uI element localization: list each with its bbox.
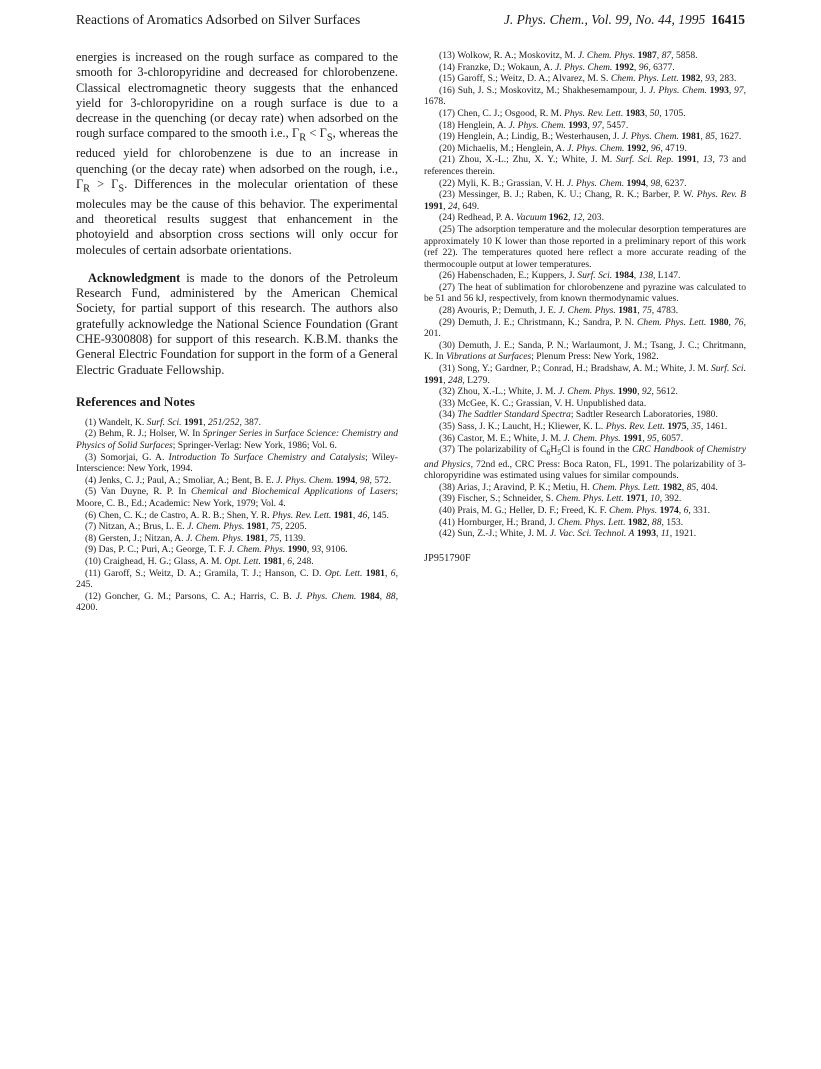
reference-entry: (23) Messinger, B. J.; Raben, K. U.; Chang, R. K.; Barber, P. W. Phys. Rev. B 1991, 24, 649. <box>424 189 746 212</box>
reference-entry: (12) Goncher, G. M.; Parsons, C. A.; Harris, C. B. J. Phys. Chem. 1984, 88, 4200. <box>76 590 398 614</box>
right-column <box>424 50 746 564</box>
reference-entry: (41) Hornburger, H.; Brand, J. Chem. Phys. Lett. 1982, 88, 153. <box>439 516 684 528</box>
reference-entry: (20) Michaelis, M.; Henglein, A. J. Phys. Chem. 1992, 96, 4719. <box>439 142 687 154</box>
reference-entry: (7) Nitzan, A.; Brus, L. E. J. Chem. Phys. 1981, 75, 2205. <box>85 521 307 533</box>
reference-entry: (35) Sass, J. K.; Laucht, H.; Kliewer, K. L. Phys. Rev. Lett. 1975, 35, 1461. <box>439 421 728 432</box>
reference-entry: (5) Van Duyne, R. P. In Chemical and Biochemical Applications of Lasers; Moore, C. B., Ed.; Academic: New York, 1979; Vol. 4. <box>76 486 398 510</box>
reference-entry: (30) Demuth, J. E.; Sanda, P. N.; Warlaumont, J. M.; Tsang, J. C.; Chritmann, K. In Vibrations at Surfaces; Plenum Press: New York, 1982. <box>424 339 746 363</box>
reference-entry: (14) Franzke, D.; Wokaun, A. J. Phys. Chem. 1992, 96, 6377. <box>439 61 675 73</box>
manuscript-id: JP951790F <box>424 552 471 564</box>
reference-list-left <box>76 417 398 614</box>
left-column <box>76 50 398 614</box>
journal-name: J. Phys. Chem., Vol. 99, No. 44, 1995 <box>503 12 706 27</box>
reference-entry: (29) Demuth, J. E.; Christmann, K.; Sandra, P. N. Chem. Phys. Lett. 1980, 76, 201. <box>424 316 746 340</box>
reference-entry: (38) Arias, J.; Aravind, P. K.; Metiu, H. Chem. Phys. Lett. 1982, 85, 404. <box>439 481 718 493</box>
reference-entry: (42) Sun, Z.-J.; White, J. M. J. Vac. Sci. Technol. A 1993, 11, 1921. <box>439 528 697 540</box>
running-header <box>0 0 821 40</box>
reference-entry: (10) Craighead, H. G.; Glass, A. M. Opt. Lett. 1981, 6, 248. <box>85 556 314 567</box>
reference-entry: (32) Zhou, X.-L.; White, J. M. J. Chem. Phys. 1990, 92, 5612. <box>439 386 678 398</box>
reference-entry: (15) Garoff, S.; Weitz, D. A.; Alvarez, M. S. Chem. Phys. Lett. 1982, 93, 283. <box>439 73 737 85</box>
reference-entry: (8) Gersten, J.; Nitzan, A. J. Chem. Phys. 1981, 75, 1139. <box>85 532 306 544</box>
reference-entry: (34) The Sadtler Standard Spectra; Sadtler Research Laboratories, 1980. <box>439 409 718 421</box>
reference-entry: (27) The heat of sublimation for chlorobenzene and pyrazine was calculated to be 51 and 56 kJ, respectively, from known thermodynamic values. <box>424 281 746 305</box>
reference-entry: (37) The polarizability of $C_6H_5Cl$ is found in the CRC Handbook of Chemistry and Physics, 72nd ed., CRC Press: Boca Raton, FL, 1991. The polarizability of 3-chloropyridine was estimated using values for similar compounds. <box>424 444 746 482</box>
reference-entry: (19) Henglein, A.; Lindig, B.; Westerhausen, J. J. Phys. Chem. 1981, 85, 1627. <box>439 131 742 143</box>
reference-entry: (1) Wandelt, K. Surf. Sci. 1991, 251/252, 387. <box>85 416 262 428</box>
acknowledgment-paragraph <box>76 271 398 378</box>
reference-entry: (40) Prais, M. G.; Heller, D. F.; Freed, K. F. Chem. Phys. 1974, 6, 331. <box>439 505 710 517</box>
reference-entry: (28) Avouris, P.; Demuth, J. E. J. Chem. Phys. 1981, 75, 4783. <box>439 305 679 317</box>
body-paragraph: energies is increased on the rough surface as compared to the smooth for 3-chloropyridine and decreased for chlorobenzene. Classical electromagnetic theory suggests that the enhanced yield for 3-chloropyridine on a rough surface is due to a decrease in the quenching (or decay rate) when adsorbed on the rough surface compared to the smooth i.e., $\Gamma_R < \Gamma_S$, whereas the reduced yield for chlorobenzene is due to an increase in quenching (or the decay rate) when adsorbed on the rough, i.e., $\Gamma_R > \Gamma_S$. Differences in the molecular orientation of these molecules may be the cause of this behavior. The experimental and theoretical results suggest that enhancement in the photoyield and absorption cross sections will only occur for molecules of certain adsorbate orientations. <box>76 50 398 257</box>
journal-citation <box>504 12 745 28</box>
reference-entry: (24) Redhead, P. A. Vacuum 1962, 12, 203. <box>439 212 604 224</box>
reference-list-right <box>424 50 746 540</box>
acknowledgment-text: is made to the donors of the Petroleum Research Fund, administered by the American Chemical Society, for partial support of this research. The authors also gratefully acknowledge the National Science Foundation (Grant CHE-9300808) for support of this research. K.B.M. thanks the General Electric Foundation for support in the form of a General Electric Graduate Fellowship. <box>76 270 398 377</box>
reference-entry: (3) Somorjai, G. A. Introduction To Surface Chemistry and Catalysis; Wiley-Interscience: New York, 1994. <box>76 451 398 475</box>
reference-entry: (33) McGee, K. C.; Grassian, V. H. Unpublished data. <box>439 397 647 409</box>
reference-entry: (22) Myli, K. B.; Grassian, V. H. J. Phys. Chem. 1994, 98, 6237. <box>439 177 687 189</box>
reference-entry: (11) Garoff, S.; Weitz, D. A.; Gramila, T. J.; Hanson, C. D. Opt. Lett. 1981, 6, 245. <box>76 567 398 591</box>
reference-entry: (21) Zhou, X.-L.; Zhu, X. Y.; White, J. M. Surf. Sci. Rep. 1991, 13, 73 and references therein. <box>424 154 746 177</box>
reference-entry: (26) Habenschaden, E.; Kuppers, J. Surf. Sci. 1984, 138, L147. <box>439 270 681 282</box>
reference-entry: (13) Wolkow, R. A.; Moskovitz, M. J. Chem. Phys. 1987, 87, 5858. <box>439 50 698 61</box>
reference-entry: (9) Das, P. C.; Puri, A.; George, T. F. J. Chem. Phys. 1990, 93, 9106. <box>85 544 348 556</box>
acknowledgment-lead: Acknowledgment <box>88 270 181 285</box>
reference-entry: (18) Henglein, A. J. Phys. Chem. 1993, 97, 5457. <box>439 119 629 131</box>
page-number: 16415 <box>711 12 745 27</box>
reference-entry: (16) Suh, J. S.; Moskovitz, M.; Shakhesemampour, J. J. Phys. Chem. 1993, 97, 1678. <box>424 84 746 108</box>
reference-entry: (39) Fischer, S.; Schneider, S. Chem. Phys. Lett. 1971, 10, 392. <box>439 493 682 505</box>
reference-entry: (6) Chen, C. K.; de Castro, A. R. B.; Shen, Y. R. Phys. Rev. Lett. 1981, 46, 145. <box>85 509 389 521</box>
reference-entry: (17) Chen, C. J.; Osgood, R. M. Phys. Rev. Lett. 1983, 50, 1705. <box>439 107 686 119</box>
reference-entry: (25) The adsorption temperature and the molecular desorption temperatures are approximately 10 K lower than those reported in a preliminary report of this work (ref 22). The temperatures quoted here reflect a more accurate reading of the thermocouple output at lower temperatures. <box>424 223 746 270</box>
reference-entry: (31) Song, Y.; Gardner, P.; Conrad, H.; Bradshaw, A. M.; White, J. M. Surf. Sci. 1991, 248, L279. <box>424 363 746 386</box>
reference-entry: (36) Castor, M. E.; White, J. M. J. Chem. Phys. 1991, 95, 6057. <box>439 432 684 444</box>
references-heading: References and Notes <box>76 393 195 409</box>
running-title: Reactions of Aromatics Adsorbed on Silver Surfaces <box>76 12 361 27</box>
reference-entry: (2) Behm, R. J.; Holser, W. In Springer Series in Surface Science: Chemistry and Physics of Solid Surfaces; Springer-Verlag: New York, 1986; Vol. 6. <box>76 428 398 452</box>
reference-entry: (4) Jenks, C. J.; Paul, A.; Smoliar, A.; Bent, B. E. J. Phys. Chem. 1994, 98, 572. <box>85 474 392 486</box>
